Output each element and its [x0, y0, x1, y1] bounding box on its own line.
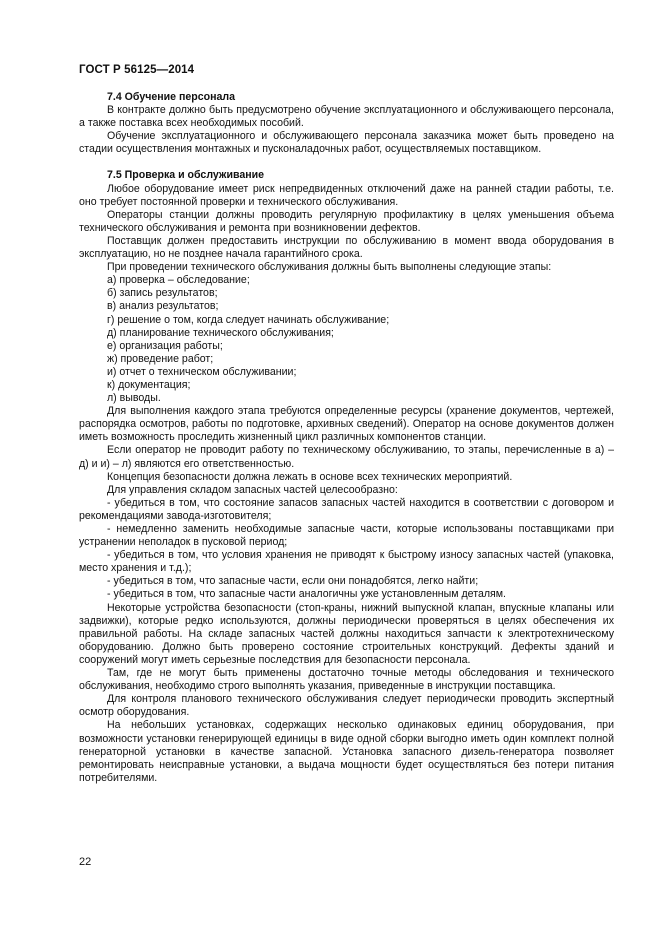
list-item: - немедленно заменить необходимые запасные части, которые использованы поставщиками при устранении неполадок в пусковой период; — [79, 523, 614, 549]
list-item: л) выводы. — [107, 392, 161, 405]
section-inspection-maintenance — [79, 169, 614, 784]
paragraph: Поставщик должен предоставить инструкции по обслуживанию в момент ввода оборудования в эксплуатацию, но не позднее начала гарантийного срока. — [79, 234, 614, 261]
page-number: 22 — [79, 856, 92, 868]
paragraph: Концепция безопасности должна лежать в основе всех технических мероприятий. — [107, 470, 513, 483]
paragraph: Для выполнения каждого этапа требуются определенные ресурсы (хранение документов, чертежей, распорядка осмотров, работы по подготовке, архивных сведений). Оператор на основе документов должен иметь возможность проследить жизненный цикл различных компонентов станции. — [79, 405, 614, 444]
list-item: и) отчет о техническом обслуживании; — [107, 365, 297, 378]
list-item: ж) проведение работ; — [107, 352, 214, 365]
section-heading: 7.5 Проверка и обслуживание — [107, 169, 265, 182]
document-body — [79, 91, 614, 785]
list-item: г) решение о том, когда следует начинать обслуживание; — [107, 313, 390, 326]
list-item: - убедиться в том, что условия хранения не приводят к быстрому износу запасных частей (упаковка, место хранения и т.д.); — [79, 549, 614, 575]
list-item: а) проверка – обследование; — [107, 274, 250, 287]
paragraph: Любое оборудование имеет риск непредвиденных отключений даже на ранней стадии работы, т.е. оно требует постоянной проверки и технического обслуживания. — [79, 182, 614, 208]
paragraph: Операторы станции должны проводить регулярную профилактику в целях уменьшения объема технического обслуживания и ремонта при возникновении дефектов. — [79, 208, 614, 234]
paragraph: При проведении технического обслуживания должны быть выполнены следующие этапы: — [107, 261, 552, 274]
section-personnel-training — [79, 91, 614, 156]
list-item: б) запись результатов; — [107, 287, 218, 300]
document-code-header: ГОСТ Р 56125—2014 — [79, 64, 195, 76]
paragraph: Обучение эксплуатационного и обслуживающего персонала заказчика может быть проведено на стадии осуществления монтажных и пусконаладочных работ, осуществляемых поставщиком. — [79, 130, 614, 156]
paragraph: Если оператор не проводит работу по техническому обслуживанию, то этапы, перечисленные в а) – д) и и) – л) являются его ответственностью. — [79, 444, 614, 470]
list-item: - убедиться в том, что запасные части аналогичны уже установленным деталям. — [107, 588, 506, 601]
list-item: д) планирование технического обслуживания; — [107, 326, 334, 339]
section-heading: 7.4 Обучение персонала — [107, 91, 236, 103]
paragraph: Для управления складом запасных частей целесообразно: — [107, 483, 398, 496]
list-item: в) анализ результатов; — [107, 300, 219, 313]
paragraph: Некоторые устройства безопасности (стоп-краны, нижний выпускной клапан, впускные клапаны или задвижки), которые редко используются, должны периодически проверяться в целях обеспечения их правильной работы. На складе запасных частей должны находиться запчасти к электротехническому оборудованию. Должно быть проверено состояние строительных конструкций. Дефекты зданий и сооружений могут иметь серьезные последствия для безопасности персонала. — [79, 601, 614, 666]
list-item: е) организация работы; — [107, 339, 223, 352]
paragraph: Для контроля планового технического обслуживания следует периодически проводить экспертный осмотр оборудования. — [79, 693, 614, 719]
list-item: - убедиться в том, что состояние запасов запасных частей находится в соответствии с договором и рекомендациями завода-изготовителя; — [79, 496, 614, 522]
list-item: к) документация; — [107, 378, 191, 391]
paragraph: В контракте должно быть предусмотрено обучение эксплуатационного и обслуживающего персонала, а также поставка всех необходимых пособий. — [79, 104, 614, 130]
paragraph: Там, где не могут быть применены достаточно точные методы обследования и технического обслуживания, необходимо строго выполнять указания, приведенные в инструкции поставщика. — [79, 667, 614, 693]
paragraph: На небольших установках, содержащих несколько одинаковых единиц оборудования, при возможности установки генерирующей единицы в виде одной сборки выгодно иметь один комплект полной генераторной установки в качестве запасной. Установка запасного дизель-генератора позволяет ремонтировать неисправные установки, а выдача мощности будет осуществляться без потери питания потребителями. — [79, 719, 614, 784]
list-item: - убедиться в том, что запасные части, если они понадобятся, легко найти; — [107, 575, 479, 588]
